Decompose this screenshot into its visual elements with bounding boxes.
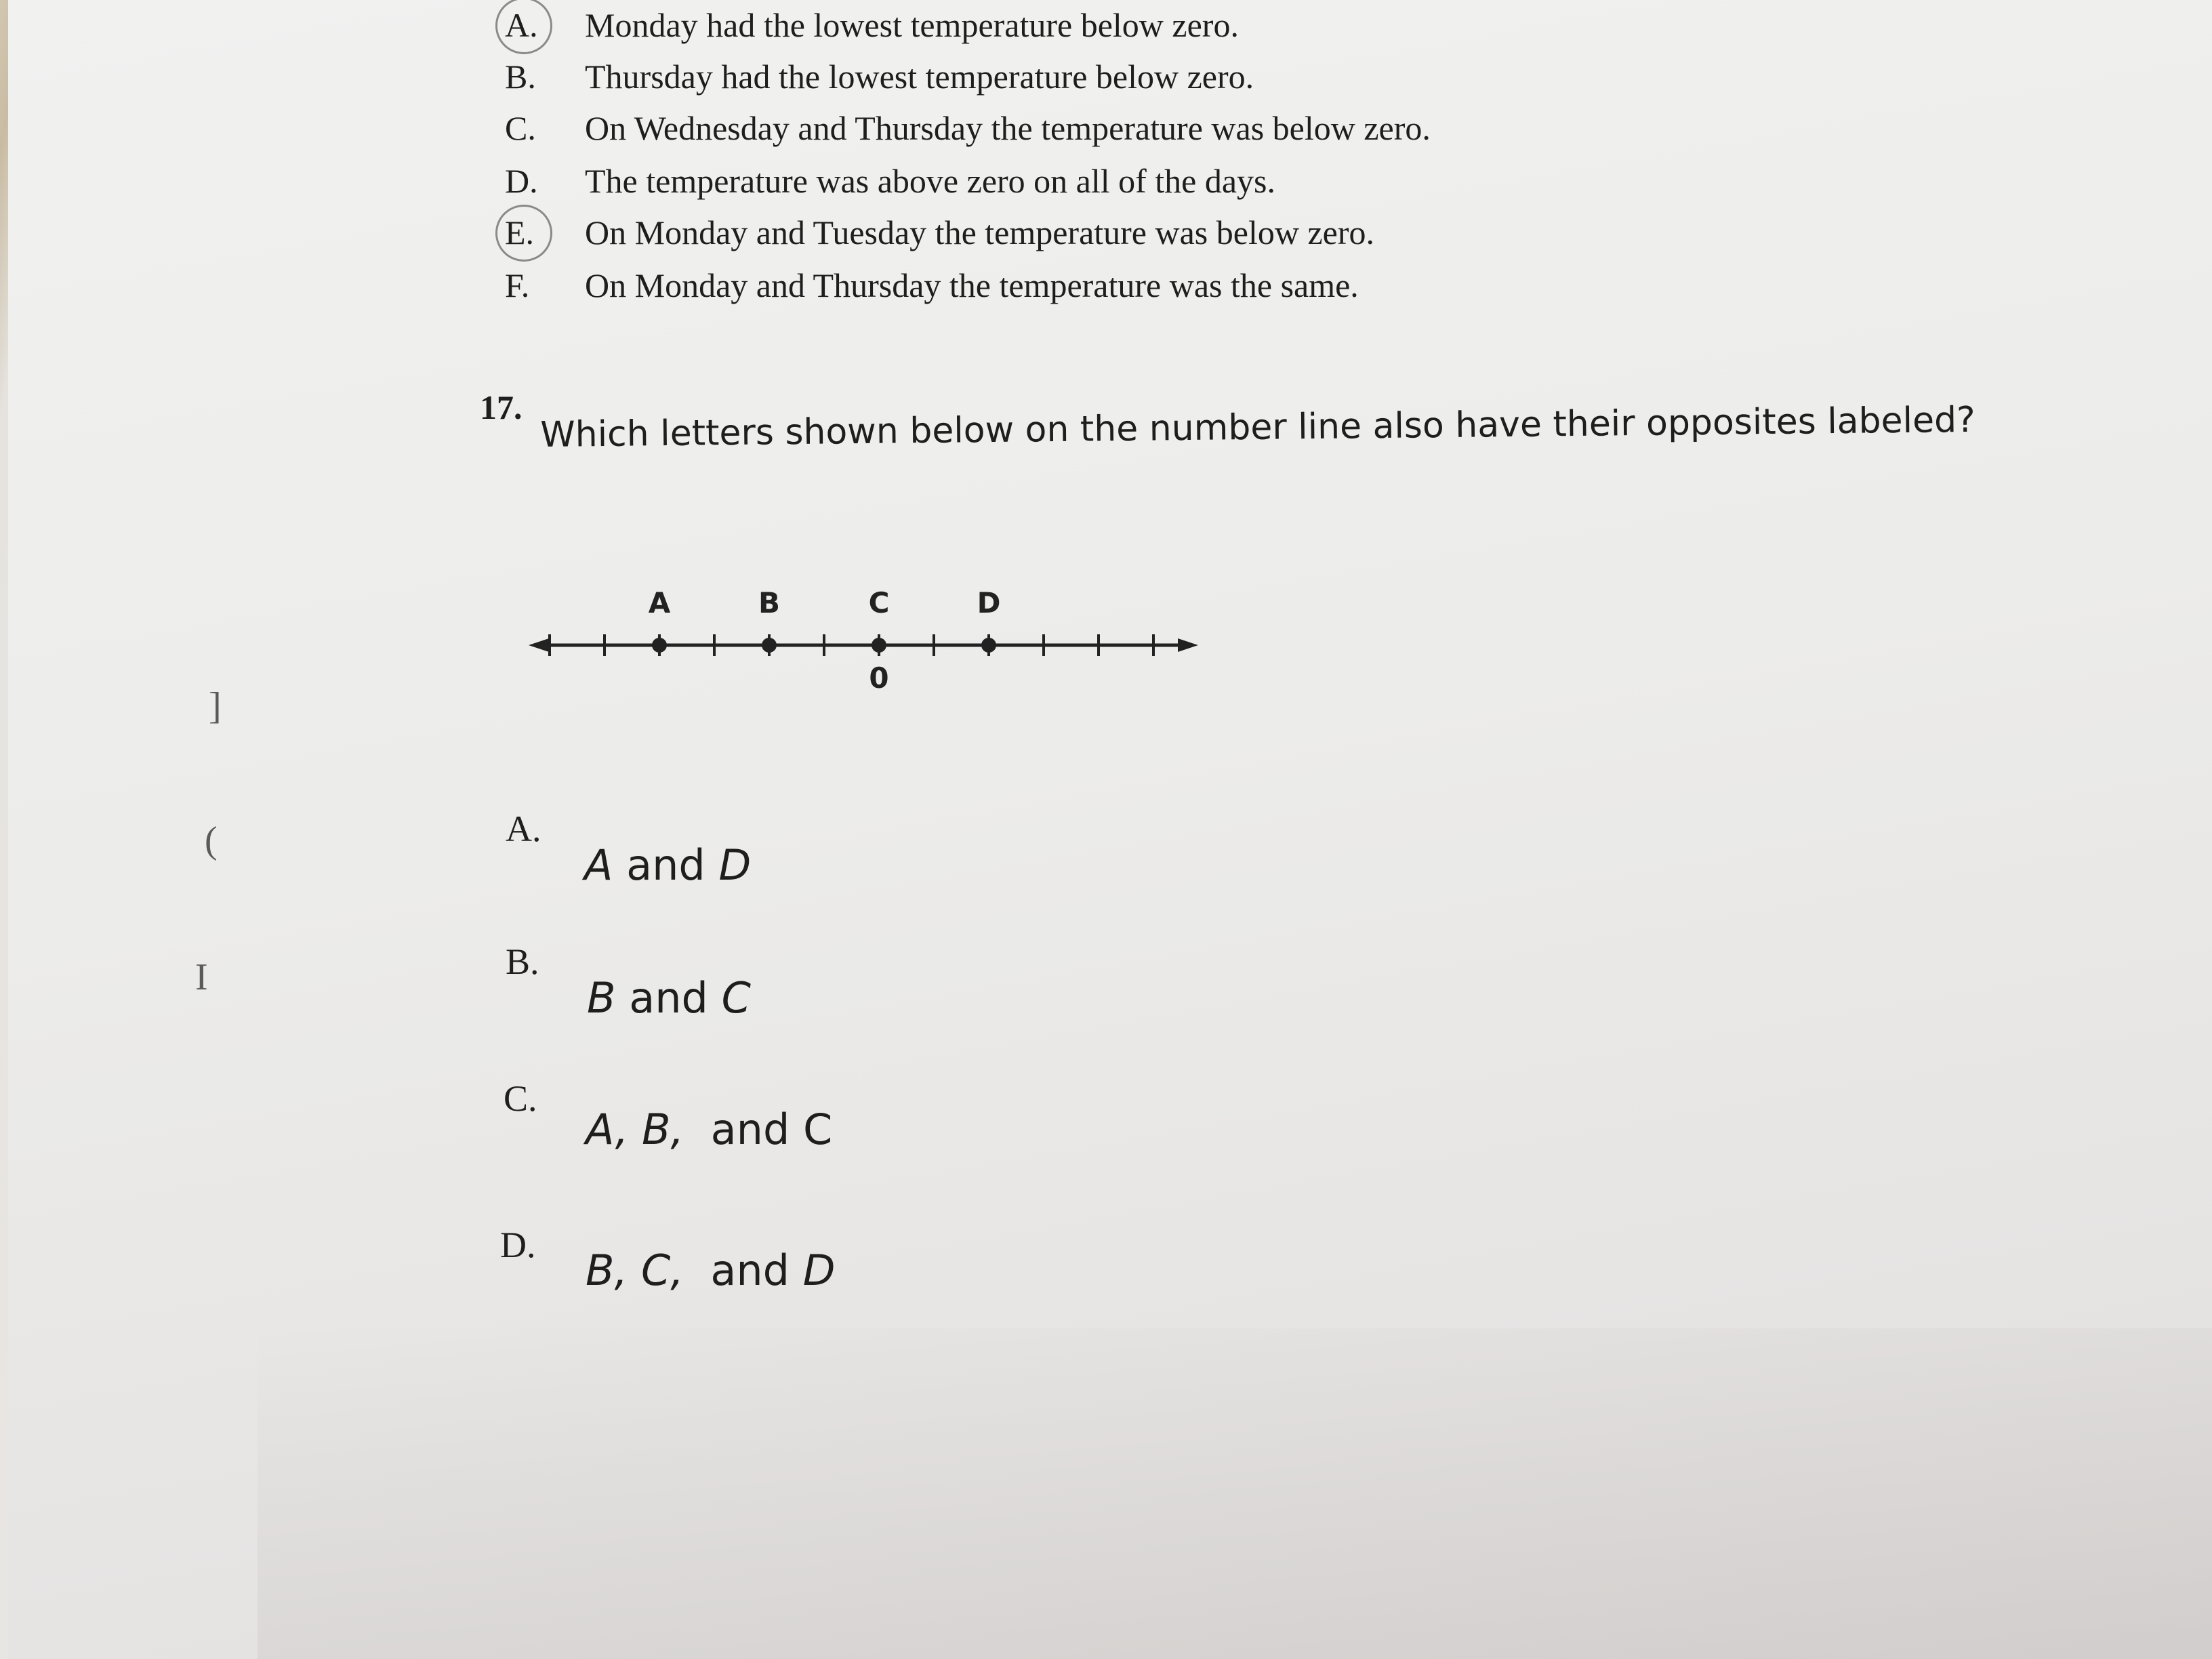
prev-option-letter: B. xyxy=(505,58,536,96)
point-label-b: B xyxy=(758,586,781,619)
prev-option-letter: A. xyxy=(505,6,538,44)
choice-part: C xyxy=(721,973,751,1023)
prev-option-text: The temperature was above zero on all of the days. xyxy=(585,162,1276,200)
choice-c[interactable] xyxy=(586,1105,832,1154)
choice-d[interactable] xyxy=(586,1246,835,1295)
question-number: 17. xyxy=(480,388,523,426)
choice-part: D xyxy=(718,840,752,890)
point-a xyxy=(652,638,667,653)
choice-part: A, B, xyxy=(586,1105,684,1154)
choice-a[interactable] xyxy=(584,840,751,890)
prev-option-text: On Monday and Thursday the temperature was the same. xyxy=(585,266,1359,304)
prev-option-text: Monday had the lowest temperature below zero. xyxy=(585,6,1239,44)
choice-part: A xyxy=(584,840,613,890)
prev-option-text: On Wednesday and Thursday the temperature was below zero. xyxy=(585,109,1431,147)
page-shadow xyxy=(258,1328,2212,1659)
choice-letter-b: B. xyxy=(506,941,539,982)
choice-part: and xyxy=(683,1246,803,1295)
choice-part: D xyxy=(802,1246,836,1295)
prev-option-letter: C. xyxy=(505,109,536,147)
point-label-d: D xyxy=(977,586,1001,619)
question-text: Which letters shown below on the number line also have their opposites labeled? xyxy=(540,399,1975,455)
point-d xyxy=(981,638,996,653)
choice-part: and xyxy=(615,973,722,1023)
point-label-c: C xyxy=(868,586,890,619)
point-b xyxy=(762,638,777,653)
left-arrow-icon xyxy=(529,638,549,652)
choice-part: C xyxy=(803,1105,833,1154)
prev-option-text: On Monday and Tuesday the temperature was below zero. xyxy=(585,213,1374,251)
right-arrow-icon xyxy=(1178,638,1198,652)
number-line-labels xyxy=(649,586,1001,619)
zero-label: 0 xyxy=(869,661,889,695)
prev-option-letter: E. xyxy=(505,213,535,251)
choice-part: B xyxy=(587,973,616,1023)
choice-part: B, C, xyxy=(586,1246,684,1295)
margin-mark: ] xyxy=(209,685,222,727)
choice-b[interactable] xyxy=(587,973,751,1023)
choice-part: and xyxy=(613,840,719,890)
number-line xyxy=(529,569,1200,705)
prev-option-text: Thursday had the lowest temperature below zero. xyxy=(585,58,1254,96)
choice-part: and xyxy=(684,1105,804,1154)
margin-mark: I xyxy=(195,956,208,998)
prev-option-letter: D. xyxy=(505,162,538,200)
choice-letter-d: D. xyxy=(500,1225,536,1265)
prev-option-letter: F. xyxy=(505,266,530,304)
choice-letter-a: A. xyxy=(506,808,541,849)
margin-mark: ( xyxy=(205,819,218,861)
choice-letter-c: C. xyxy=(504,1078,537,1119)
point-c xyxy=(872,638,886,653)
point-label-a: A xyxy=(648,586,671,619)
